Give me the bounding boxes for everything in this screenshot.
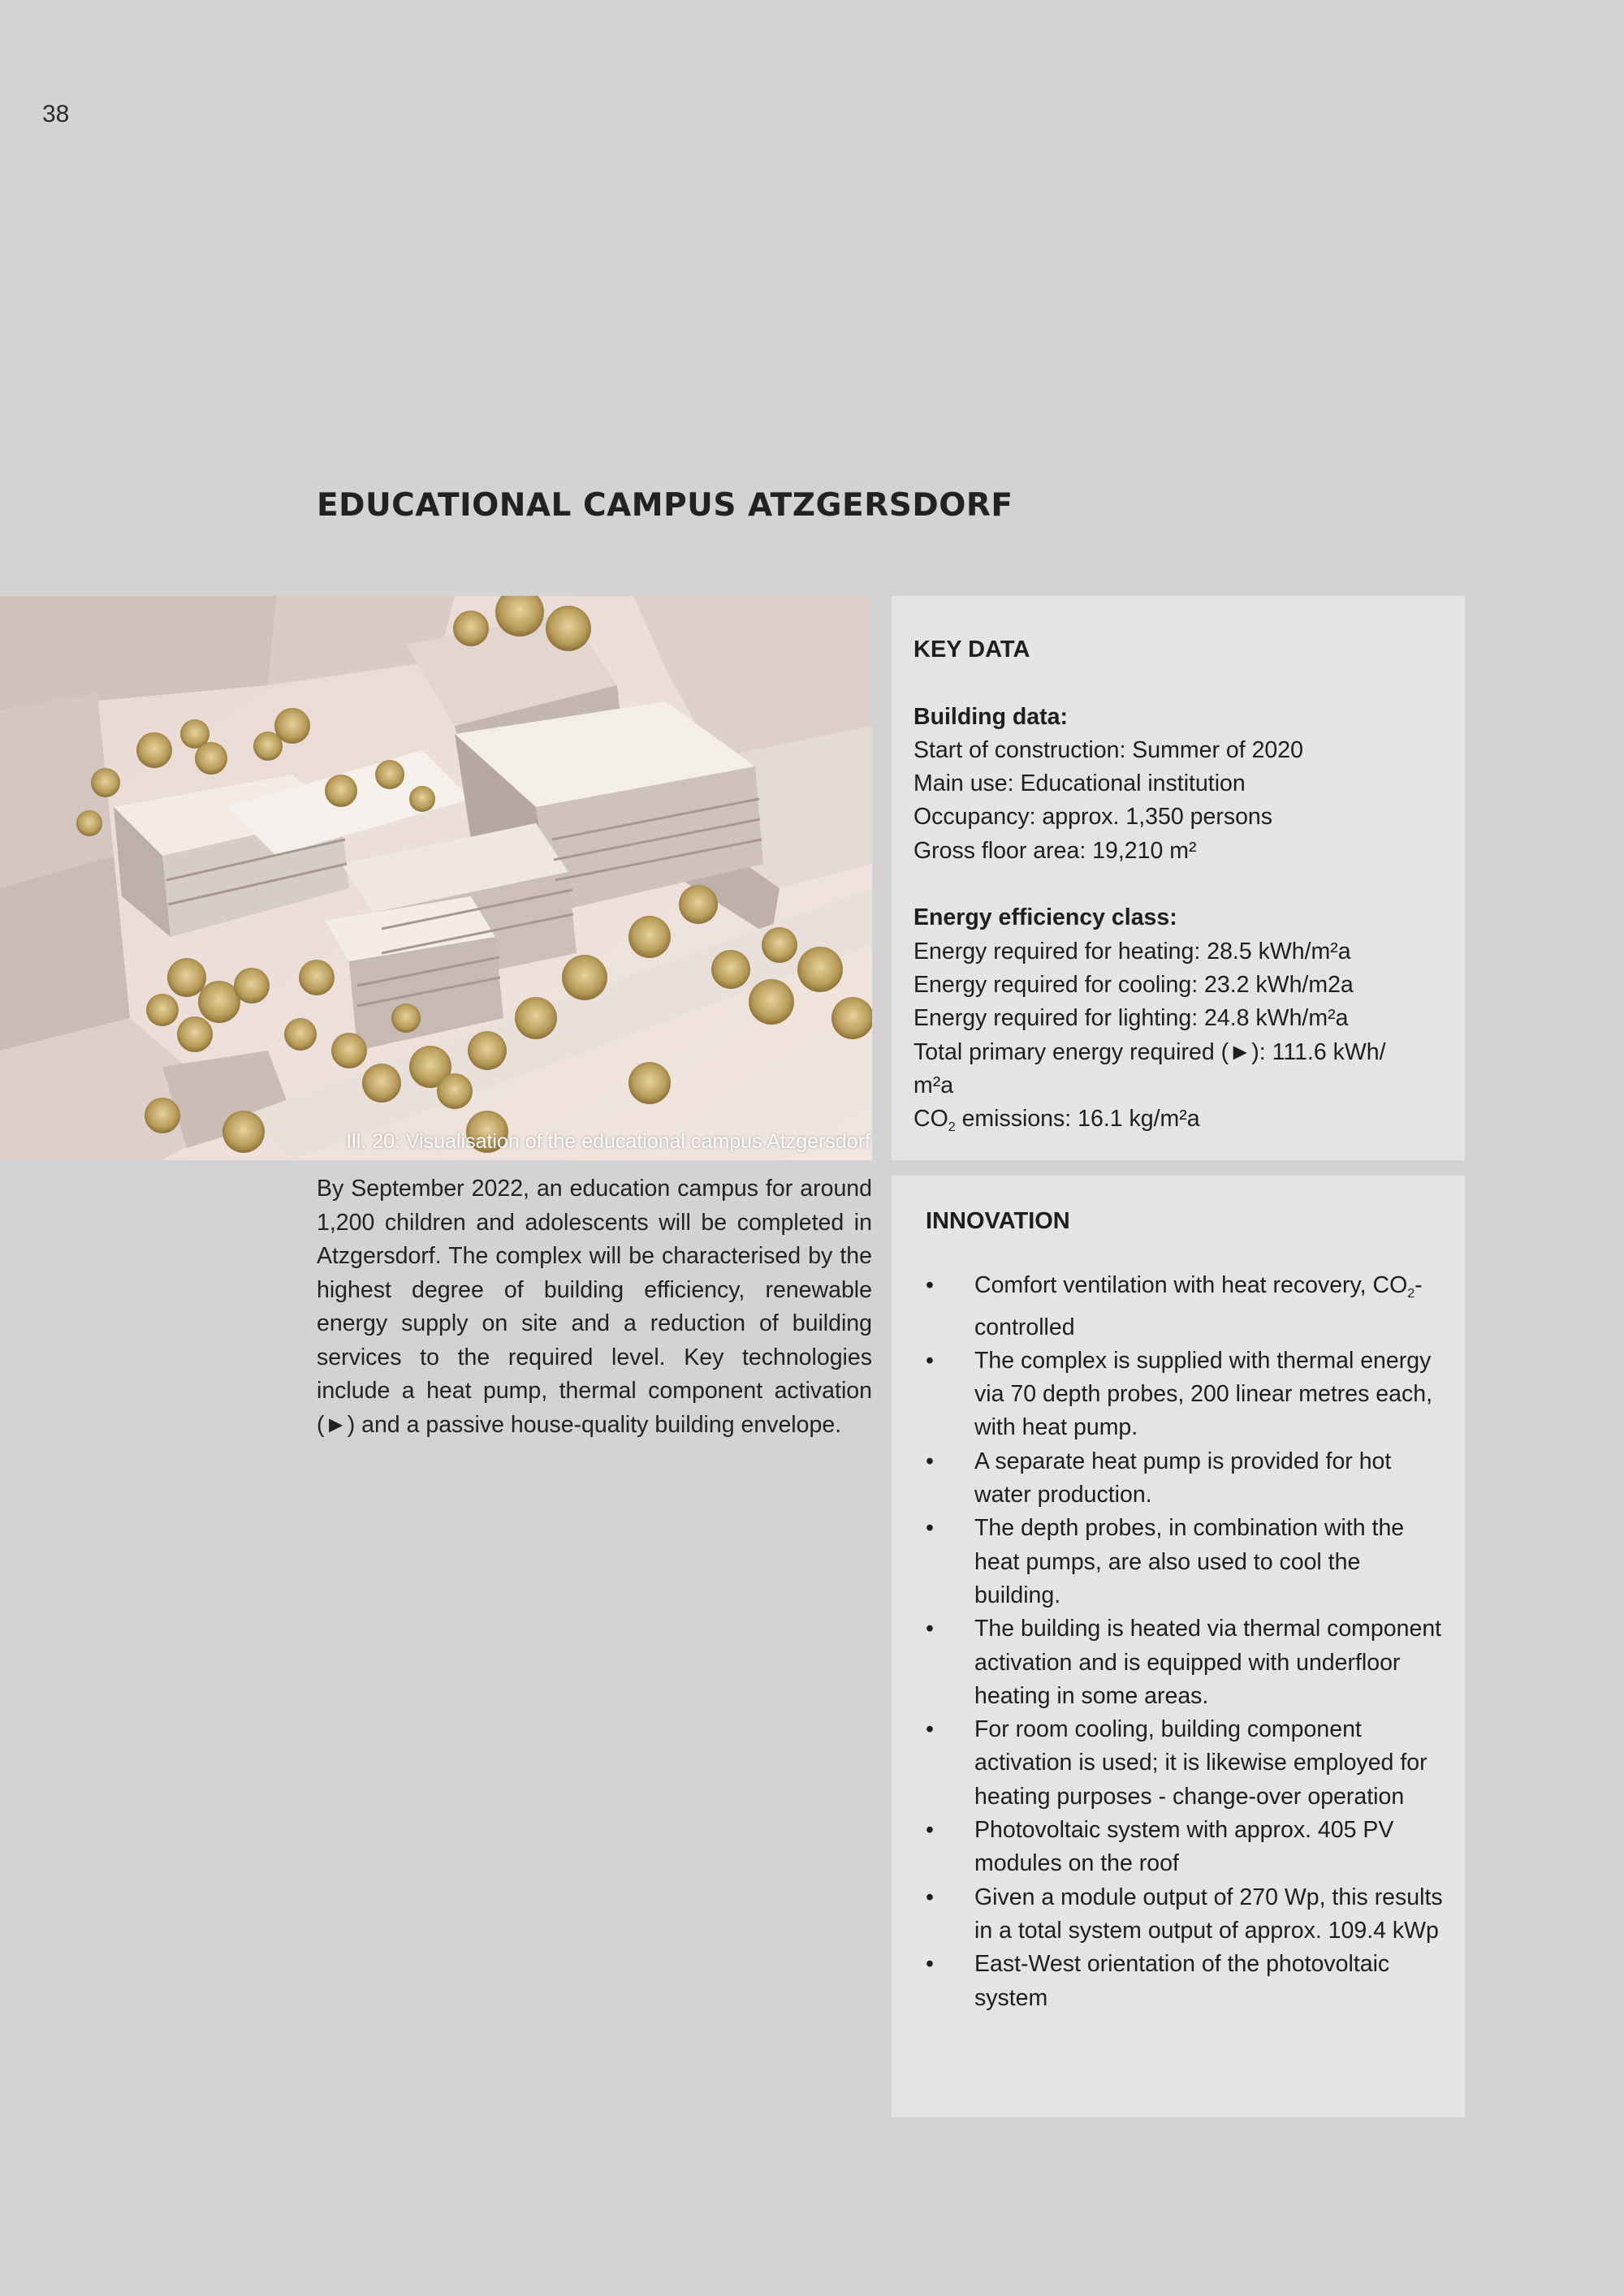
energy-data-line: Energy required for cooling: 23.2 kWh/m2a: [914, 971, 1354, 998]
list-item: [926, 1344, 1445, 1445]
co2-suffix: emissions: 16.1 kg/m²a: [955, 1106, 1200, 1133]
page-title: EDUCATIONAL CAMPUS ATZGERSDORF: [317, 487, 1013, 524]
building-data-line: Main use: Educational institution: [914, 770, 1246, 797]
item-text: -controlled: [974, 1272, 1423, 1340]
building-data-line: Start of construction: Summer of 2020: [914, 736, 1303, 763]
campus-model-photo: [0, 596, 872, 1160]
building-data-heading: Building data:: [914, 703, 1068, 730]
building-data-line: Occupancy: approx. 1,350 persons: [914, 804, 1273, 831]
list-item: [926, 1445, 1445, 1513]
bullet-icon: •: [926, 1951, 934, 1978]
item-text: The building is heated via thermal component activation and is equipped with underfloor heating in some areas.: [974, 1616, 1442, 1709]
co2-prefix: CO: [914, 1106, 948, 1133]
list-item: [926, 1269, 1445, 1344]
bullet-icon: •: [926, 1716, 934, 1743]
innovation-heading: INNOVATION: [926, 1208, 1070, 1234]
co2-emissions-line: [914, 1103, 1449, 1144]
list-item: [926, 1713, 1445, 1814]
list-item: [926, 1512, 1445, 1612]
key-data-panel: [892, 596, 1465, 1160]
item-text: The depth probes, in combination with the heat pumps, are also used to cool the building.: [974, 1515, 1405, 1608]
item-text: Given a module output of 270 Wp, this results in a total system output of approx. 109.4 kWp: [974, 1884, 1443, 1944]
item-text: Photovoltaic system with approx. 405 PV modules on the roof: [974, 1817, 1394, 1877]
figure-caption: Ill. 20: Visualisation of the educational campus Atzgersdorf: [346, 1130, 870, 1153]
energy-data-line: Energy required for lighting: 24.8 kWh/m²a: [914, 1005, 1349, 1032]
list-item: [926, 1814, 1445, 1881]
item-text: Comfort ventilation with heat recovery, CO: [974, 1272, 1408, 1299]
item-text: The complex is supplied with thermal energy via 70 depth probes, 200 linear metres each, with heat pump.: [974, 1347, 1433, 1441]
co2-subscript: 2: [948, 1120, 956, 1135]
intro-paragraph: By September 2022, an education campus for around 1,200 children and adolescents will be completed in Atzgersdorf. The complex will be characterised by the highest degree of building efficiency, renewable energy supply on site and a reduction of building services to the required level. Key technologies include a heat pump, thermal component activation (►) and a passive house-quality building envelope.: [317, 1176, 872, 1438]
key-data-heading: KEY DATA: [914, 637, 1030, 662]
energy-data-line: Energy required for heating: 28.5 kWh/m²a: [914, 938, 1351, 965]
innovation-list: [926, 1269, 1445, 2015]
bullet-icon: •: [926, 1817, 934, 1844]
energy-data-line: m²a: [914, 1072, 954, 1098]
bullet-icon: •: [926, 1347, 934, 1374]
bullet-icon: •: [926, 1616, 934, 1642]
innovation-panel: [892, 1176, 1465, 2117]
campus-model-illustration: [0, 596, 872, 1160]
item-text: For room cooling, building component activation is used; it is likewise employed for heating purposes - change-over operation: [974, 1716, 1427, 1810]
bullet-icon: •: [926, 1515, 934, 1542]
list-item: [926, 1612, 1445, 1713]
building-data-line: Gross floor area: 19,210 m²: [914, 837, 1197, 864]
item-text: A separate heat pump is provided for hot water production.: [974, 1448, 1392, 1508]
co2-subscript: 2: [1407, 1287, 1415, 1301]
page-number: 38: [42, 101, 70, 127]
bullet-icon: •: [926, 1272, 934, 1299]
bullet-icon: •: [926, 1448, 934, 1474]
bullet-icon: •: [926, 1884, 934, 1910]
list-item: [926, 1948, 1445, 2015]
energy-class-heading: Energy efficiency class:: [914, 904, 1177, 931]
list-item: [926, 1881, 1445, 1949]
item-text: East-West orientation of the photovoltaic system: [974, 1951, 1390, 2011]
energy-data-line: Total primary energy required (►): 111.6 kWh/: [914, 1038, 1386, 1065]
